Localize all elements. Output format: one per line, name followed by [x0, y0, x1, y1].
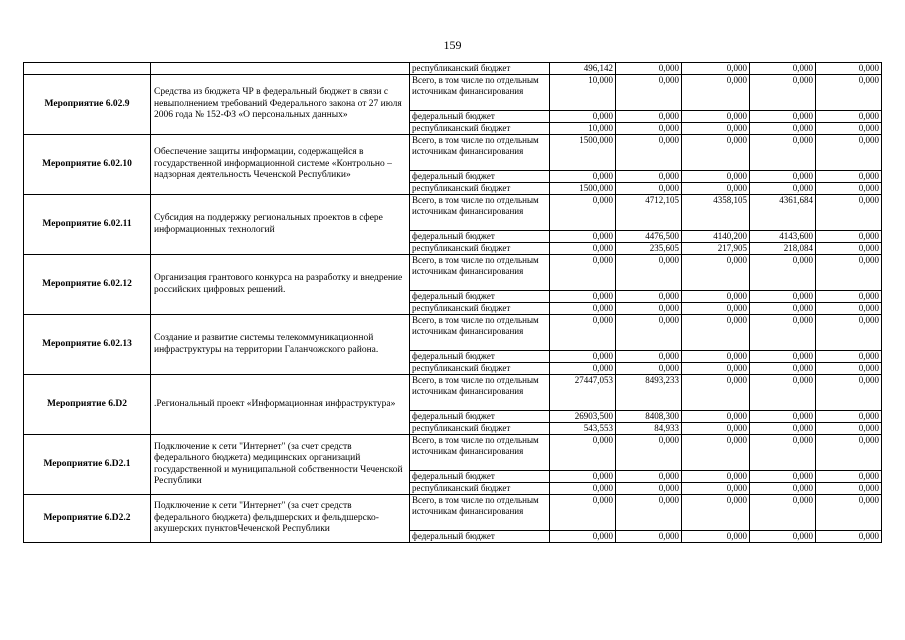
- value-cell: 0,000: [816, 195, 882, 231]
- value-cell: 0,000: [816, 363, 882, 375]
- value-cell: 0,000: [616, 135, 682, 171]
- value-cell: 0,000: [616, 123, 682, 135]
- measure-description-cell: [151, 63, 410, 75]
- value-cell: 0,000: [816, 63, 882, 75]
- table-row: [24, 435, 882, 471]
- funding-source: Всего, в том числе по отдельным источникам финансирования: [410, 75, 550, 111]
- funding-source: Всего, в том числе по отдельным источникам финансирования: [410, 195, 550, 231]
- value-cell: 0,000: [616, 63, 682, 75]
- table-row: [24, 195, 882, 231]
- value-cell: 0,000: [750, 351, 816, 363]
- measure-code: Мероприятие 6.02.9: [24, 75, 151, 135]
- value-cell: 0,000: [682, 123, 750, 135]
- value-cell: 0,000: [750, 171, 816, 183]
- measure-description: Субсидия на поддержку региональных проектов в сфере информационных технологий: [151, 195, 410, 255]
- funding-source: республиканский бюджет: [410, 303, 550, 315]
- funding-source: республиканский бюджет: [410, 363, 550, 375]
- funding-source: Всего, в том числе по отдельным источникам финансирования: [410, 375, 550, 411]
- measure-code: Мероприятие 6.D2.2: [24, 495, 151, 543]
- value-cell: 4358,105: [682, 195, 750, 231]
- value-cell: 8493,233: [616, 375, 682, 411]
- funding-source: федеральный бюджет: [410, 411, 550, 423]
- value-cell: 0,000: [816, 351, 882, 363]
- value-cell: 0,000: [682, 315, 750, 351]
- funding-source: республиканский бюджет: [410, 123, 550, 135]
- measure-code: Мероприятие 6.02.10: [24, 135, 151, 195]
- table-row: [24, 75, 882, 111]
- value-cell: 4140,200: [682, 231, 750, 243]
- measure-description: .Региональный проект «Информационная инфраструктура»: [151, 375, 410, 435]
- budget-table-body: [24, 63, 882, 543]
- value-cell: 0,000: [682, 435, 750, 471]
- value-cell: 0,000: [550, 531, 616, 543]
- value-cell: 0,000: [750, 495, 816, 531]
- value-cell: 0,000: [550, 495, 616, 531]
- value-cell: 0,000: [816, 255, 882, 291]
- value-cell: 0,000: [550, 315, 616, 351]
- value-cell: 0,000: [750, 483, 816, 495]
- value-cell: 0,000: [616, 315, 682, 351]
- value-cell: 0,000: [816, 495, 882, 531]
- value-cell: 4143,600: [750, 231, 816, 243]
- value-cell: 0,000: [750, 411, 816, 423]
- value-cell: 0,000: [550, 363, 616, 375]
- value-cell: 0,000: [550, 171, 616, 183]
- measure-description: Обеспечение защиты информации, содержащейся в государственной информационной системе «Контрольно – надзорная деятельность Чеченской Республики»: [151, 135, 410, 195]
- value-cell: 0,000: [816, 111, 882, 123]
- value-cell: 0,000: [616, 531, 682, 543]
- value-cell: 0,000: [682, 75, 750, 111]
- value-cell: 0,000: [682, 255, 750, 291]
- value-cell: 0,000: [616, 483, 682, 495]
- measure-code: Мероприятие 6.D2: [24, 375, 151, 435]
- funding-source: республиканский бюджет: [410, 63, 550, 75]
- value-cell: 0,000: [682, 111, 750, 123]
- value-cell: 0,000: [816, 231, 882, 243]
- value-cell: 0,000: [816, 423, 882, 435]
- table-row: [24, 375, 882, 411]
- value-cell: 0,000: [616, 351, 682, 363]
- value-cell: 0,000: [816, 171, 882, 183]
- value-cell: 8408,300: [616, 411, 682, 423]
- value-cell: 0,000: [816, 375, 882, 411]
- value-cell: 0,000: [550, 303, 616, 315]
- value-cell: 1500,000: [550, 183, 616, 195]
- value-cell: 0,000: [750, 423, 816, 435]
- value-cell: 0,000: [816, 471, 882, 483]
- funding-source: Всего, в том числе по отдельным источникам финансирования: [410, 315, 550, 351]
- funding-source: федеральный бюджет: [410, 351, 550, 363]
- value-cell: 0,000: [750, 363, 816, 375]
- value-cell: 0,000: [816, 123, 882, 135]
- value-cell: 0,000: [616, 75, 682, 111]
- value-cell: 0,000: [750, 303, 816, 315]
- funding-source: республиканский бюджет: [410, 483, 550, 495]
- measure-description: Средства из бюджета ЧР в федеральный бюджет в связи с невыполнением требований Федерального закона от 27 июля 2006 года № 152-ФЗ «О персональных данных»: [151, 75, 410, 135]
- value-cell: 0,000: [682, 291, 750, 303]
- measure-description: Организация грантового конкурса на разработку и внедрение российских цифровых решений.: [151, 255, 410, 315]
- value-cell: 1500,000: [550, 135, 616, 171]
- funding-source: федеральный бюджет: [410, 231, 550, 243]
- value-cell: 0,000: [750, 291, 816, 303]
- value-cell: 27447,053: [550, 375, 616, 411]
- funding-source: федеральный бюджет: [410, 531, 550, 543]
- value-cell: 84,933: [616, 423, 682, 435]
- funding-source: республиканский бюджет: [410, 243, 550, 255]
- value-cell: 0,000: [816, 75, 882, 111]
- measure-code-cell: [24, 63, 151, 75]
- table-row: [24, 63, 882, 75]
- value-cell: 0,000: [550, 195, 616, 231]
- measure-code: Мероприятие 6.02.11: [24, 195, 151, 255]
- value-cell: 235,605: [616, 243, 682, 255]
- value-cell: 217,905: [682, 243, 750, 255]
- value-cell: 10,000: [550, 75, 616, 111]
- measure-code: Мероприятие 6.02.12: [24, 255, 151, 315]
- value-cell: 0,000: [550, 111, 616, 123]
- value-cell: 0,000: [750, 435, 816, 471]
- value-cell: 0,000: [750, 471, 816, 483]
- value-cell: 0,000: [682, 351, 750, 363]
- value-cell: 0,000: [816, 483, 882, 495]
- value-cell: 0,000: [750, 531, 816, 543]
- value-cell: 0,000: [550, 291, 616, 303]
- value-cell: 0,000: [682, 423, 750, 435]
- value-cell: 0,000: [616, 291, 682, 303]
- value-cell: 0,000: [816, 183, 882, 195]
- funding-source: Всего, в том числе по отдельным источникам финансирования: [410, 255, 550, 291]
- value-cell: 0,000: [682, 303, 750, 315]
- value-cell: 0,000: [750, 123, 816, 135]
- value-cell: 0,000: [550, 471, 616, 483]
- funding-source: республиканский бюджет: [410, 183, 550, 195]
- value-cell: 0,000: [750, 111, 816, 123]
- funding-source: федеральный бюджет: [410, 171, 550, 183]
- value-cell: 0,000: [616, 495, 682, 531]
- funding-source: Всего, в том числе по отдельным источникам финансирования: [410, 435, 550, 471]
- value-cell: 0,000: [816, 243, 882, 255]
- value-cell: 0,000: [682, 531, 750, 543]
- value-cell: 0,000: [616, 183, 682, 195]
- value-cell: 0,000: [550, 351, 616, 363]
- measure-description: Подключение к сети "Интернет" (за счет средств федерального бюджета) фельдшерских и фельдшерско-акушерских пунктовЧеченской Республики: [151, 495, 410, 543]
- measure-description: Подключение к сети "Интернет" (за счет средств федерального бюджета) медицинских организаций государственной и муниципальной собственности Чеченской Республики: [151, 435, 410, 495]
- funding-source: республиканский бюджет: [410, 423, 550, 435]
- value-cell: 26903,500: [550, 411, 616, 423]
- measure-code: Мероприятие 6.D2.1: [24, 435, 151, 495]
- value-cell: 0,000: [682, 171, 750, 183]
- value-cell: 0,000: [816, 303, 882, 315]
- table-row: [24, 315, 882, 351]
- page-number: 159: [443, 38, 462, 52]
- value-cell: 0,000: [616, 303, 682, 315]
- value-cell: 0,000: [616, 171, 682, 183]
- value-cell: 496,142: [550, 63, 616, 75]
- value-cell: 0,000: [682, 411, 750, 423]
- value-cell: 218,084: [750, 243, 816, 255]
- value-cell: 0,000: [816, 291, 882, 303]
- funding-source: федеральный бюджет: [410, 471, 550, 483]
- value-cell: 0,000: [750, 255, 816, 291]
- value-cell: 543,553: [550, 423, 616, 435]
- funding-source: Всего, в том числе по отдельным источникам финансирования: [410, 135, 550, 171]
- value-cell: 0,000: [682, 375, 750, 411]
- value-cell: 0,000: [750, 63, 816, 75]
- value-cell: 0,000: [550, 483, 616, 495]
- value-cell: 0,000: [616, 111, 682, 123]
- value-cell: 0,000: [682, 135, 750, 171]
- funding-source: федеральный бюджет: [410, 111, 550, 123]
- value-cell: 4476,500: [616, 231, 682, 243]
- value-cell: 0,000: [616, 435, 682, 471]
- value-cell: 0,000: [816, 411, 882, 423]
- value-cell: 0,000: [616, 255, 682, 291]
- table-row: [24, 495, 882, 531]
- value-cell: 0,000: [750, 375, 816, 411]
- value-cell: 0,000: [750, 183, 816, 195]
- value-cell: 0,000: [682, 495, 750, 531]
- value-cell: 4361,684: [750, 195, 816, 231]
- table-row: [24, 255, 882, 291]
- value-cell: 0,000: [816, 531, 882, 543]
- value-cell: 0,000: [816, 135, 882, 171]
- value-cell: 0,000: [816, 435, 882, 471]
- value-cell: 0,000: [550, 435, 616, 471]
- value-cell: 0,000: [616, 471, 682, 483]
- value-cell: 0,000: [682, 363, 750, 375]
- value-cell: 0,000: [616, 363, 682, 375]
- value-cell: 0,000: [816, 315, 882, 351]
- value-cell: 0,000: [750, 135, 816, 171]
- value-cell: 0,000: [550, 231, 616, 243]
- funding-source: Всего, в том числе по отдельным источникам финансирования: [410, 495, 550, 531]
- value-cell: 10,000: [550, 123, 616, 135]
- value-cell: 0,000: [750, 75, 816, 111]
- value-cell: 0,000: [682, 483, 750, 495]
- funding-source: федеральный бюджет: [410, 291, 550, 303]
- value-cell: 0,000: [682, 471, 750, 483]
- value-cell: 0,000: [750, 315, 816, 351]
- measure-description: Создание и развитие системы телекоммуникационной инфраструктуры на территории Галанчожского района.: [151, 315, 410, 375]
- value-cell: 0,000: [550, 255, 616, 291]
- measure-code: Мероприятие 6.02.13: [24, 315, 151, 375]
- value-cell: 0,000: [682, 183, 750, 195]
- value-cell: 0,000: [682, 63, 750, 75]
- value-cell: 4712,105: [616, 195, 682, 231]
- table-row: [24, 135, 882, 171]
- value-cell: 0,000: [550, 243, 616, 255]
- budget-table: [23, 62, 882, 543]
